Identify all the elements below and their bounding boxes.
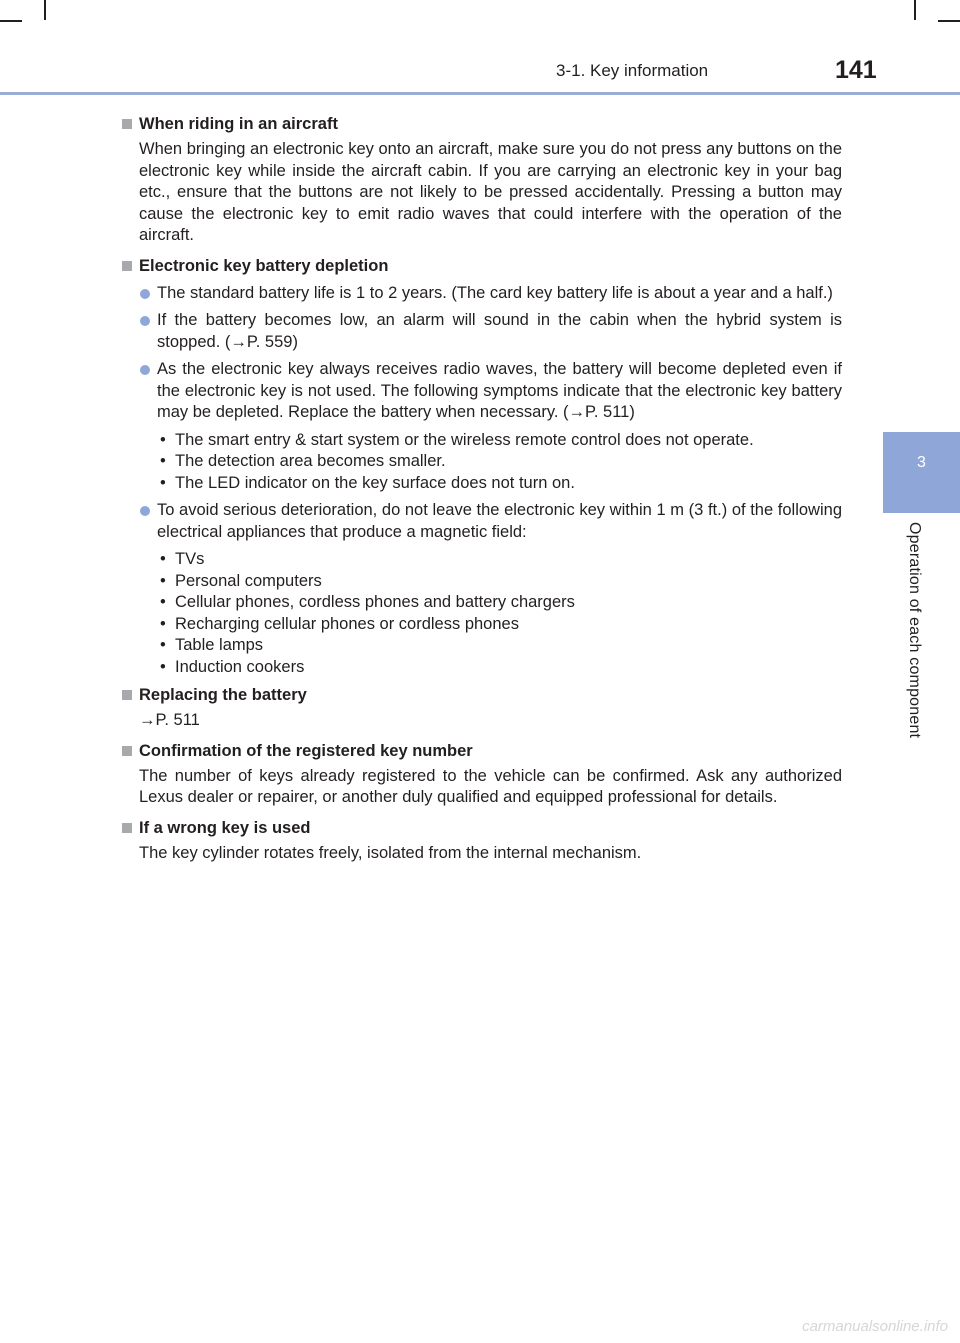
heading-replacing-battery: Replacing the battery bbox=[120, 684, 842, 706]
watermark: carmanualsonline.info bbox=[802, 1318, 948, 1335]
bullet-magnetic-field: To avoid serious deterioration, do not leave the electronic key within 1 m (3 ft.) of the following electrical appliances that produce a magnetic field: bbox=[139, 500, 842, 543]
heading-aircraft: When riding in an aircraft bbox=[120, 113, 842, 135]
list-item: • TVs bbox=[157, 549, 842, 571]
heading-wrong-key: If a wrong key is used bbox=[120, 817, 842, 839]
crop-mark bbox=[44, 0, 46, 20]
paragraph-key-number: The number of keys already registered to the vehicle can be confirmed. Ask any authorized Lexus dealer or repairer, or another duly qualified and equipped professional for details. bbox=[139, 766, 842, 806]
chapter-number: 3 bbox=[917, 454, 926, 471]
heading-key-number: Confirmation of the registered key number bbox=[120, 740, 842, 762]
list-item: • Table lamps bbox=[157, 635, 842, 657]
list-item: • Induction cookers bbox=[157, 657, 842, 679]
page-content bbox=[120, 107, 842, 872]
chapter-tab bbox=[883, 432, 960, 511]
section-title: 3-1. Key information bbox=[556, 61, 709, 80]
page-reference-link[interactable]: →P. 511 bbox=[139, 711, 200, 729]
list-item: • The LED indicator on the key surface does not turn on. bbox=[157, 473, 842, 495]
crop-mark bbox=[914, 0, 916, 20]
heading-battery-depletion: Electronic key battery depletion bbox=[120, 255, 842, 277]
paragraph-wrong-key: The key cylinder rotates freely, isolated from the internal mechanism. bbox=[139, 843, 642, 862]
page-number: 141 bbox=[835, 56, 877, 84]
chapter-title: Operation of each component bbox=[906, 522, 923, 739]
symptom-list bbox=[157, 430, 842, 495]
list-item: • Cellular phones, cordless phones and battery chargers bbox=[157, 592, 842, 614]
bullet-battery-life: The standard battery life is 1 to 2 years. (The card key battery life is about a year and a half.) bbox=[139, 283, 842, 305]
list-item: • Recharging cellular phones or cordless phones bbox=[157, 614, 842, 636]
chapter-rule bbox=[883, 511, 960, 513]
crop-mark bbox=[0, 20, 22, 22]
paragraph-aircraft: When bringing an electronic key onto an aircraft, make sure you do not press any buttons on the electronic key while inside the aircraft cabin. If you are carrying an electronic key in your bag etc., ensure that the buttons are not likely to be pressed accidentally. Pressing a button may cause the electronic key to emit radio waves that could interfere with the operation of the aircraft. bbox=[139, 140, 842, 244]
header-rule bbox=[0, 92, 960, 95]
bullet-battery-low: If the battery becomes low, an alarm will sound in the cabin when the hybrid system is stopped. (→P. 559) bbox=[139, 310, 842, 353]
list-item: • Personal computers bbox=[157, 571, 842, 593]
appliance-list bbox=[157, 549, 842, 678]
bullet-radio-waves: As the electronic key always receives radio waves, the battery will become depleted even if the electronic key is not used. The following symptoms indicate that the electronic key battery may be depleted. Replace the battery when necessary. (→P. 511) bbox=[139, 359, 842, 424]
list-item: • The smart entry & start system or the wireless remote control does not operate. bbox=[157, 430, 842, 452]
crop-mark bbox=[938, 20, 960, 22]
list-item: • The detection area becomes smaller. bbox=[157, 451, 842, 473]
